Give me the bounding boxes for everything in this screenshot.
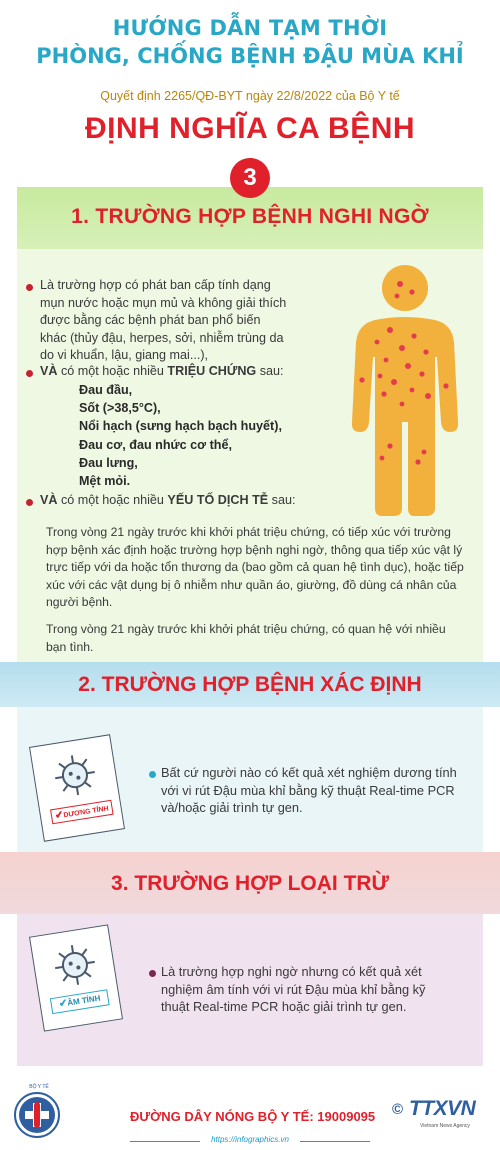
- check-icon: ✔: [58, 997, 69, 1010]
- test-result-paper-icon: [29, 924, 123, 1031]
- page-title-line2: PHÒNG, CHỐNG BỆNH ĐẬU MÙA KHỈ: [36, 44, 464, 68]
- hotline: ĐƯỜNG DÂY NÓNG BỘ Y TẾ: 19009095: [130, 1109, 376, 1124]
- excluded-definition: Là trường hợp nghi ngờ nhưng có kết quả xét nghiệm âm tính với vi rút Đậu mùa khỉ bằng kỹ thuật Real-time PCR hoặc giải trình tự gen.: [161, 964, 426, 1014]
- section3-title: 3. TRƯỜNG HỢP LOẠI TRỪ: [111, 872, 389, 895]
- symptom-item: Đau đầu,: [79, 383, 133, 397]
- number-badge: 3: [230, 158, 270, 198]
- symptom-item: Đau lưng,: [79, 455, 138, 470]
- ministry-of-health-logo: BỘ Y TẾ: [14, 1092, 60, 1138]
- bullet-dot: [26, 370, 33, 377]
- virus-icon: [47, 938, 102, 993]
- bullet-dot: [149, 970, 156, 977]
- check-icon: ✔: [54, 809, 65, 822]
- symptom-item: Nổi hạch (sưng hạch bạch huyết),: [79, 419, 282, 434]
- main-heading: ĐỊNH NGHĨA CA BỆNH: [84, 112, 416, 145]
- human-body-rash-icon: [342, 262, 468, 518]
- bullet-dot: [26, 499, 33, 506]
- section1-title: 1. TRƯỜNG HỢP BỆNH NGHI NGỜ: [71, 205, 429, 228]
- negative-stamp: ✔ÂM TÍNH: [50, 989, 110, 1014]
- bullet-dot: [26, 284, 33, 291]
- section2-title: 2. TRƯỜNG HỢP BỆNH XÁC ĐỊNH: [78, 673, 422, 696]
- symptom-list: [79, 381, 282, 490]
- symptom-item: Đau cơ, đau nhức cơ thể,: [79, 437, 232, 452]
- decision-reference: Quyết định 2265/QĐ-BYT ngày 22/8/2022 của Bộ Y tế: [100, 89, 400, 103]
- epidemiology-paragraph-2: Trong vòng 21 ngày trước khi khởi phát triệu chứng, có quan hệ với nhiều bạn tình.: [46, 622, 446, 654]
- website-link[interactable]: https://infographics.vn: [200, 1135, 300, 1144]
- ttxvn-subtitle: Vietnam News Agency: [420, 1123, 470, 1129]
- confirmed-definition: Bất cứ người nào có kết quả xét nghiệm dương tính với vi rút Đậu mùa khỉ bằng kỹ thuật Real-time PCR và/hoặc giải trình tự gen.: [161, 765, 457, 815]
- suspected-definition: Là trường hợp có phát ban cấp tính dạng mụn nước hoặc mụn mủ và không giải thích được bằng các bệnh phát ban phổ biến khác (thủy đậu, herpes, sởi, nhiễm trùng da do vi khuẩn, lậu, giang mai...),: [40, 278, 287, 362]
- symptom-item: Mệt mỏi.: [79, 474, 131, 489]
- epidemiology-intro: VÀ có một hoặc nhiều YẾU TỐ DỊCH TỄ sau:: [40, 493, 296, 507]
- symptom-item: Sốt (>38,5°C),: [79, 401, 161, 416]
- bullet-dot: [149, 771, 156, 778]
- ttxvn-logo: TTXVN: [409, 1097, 476, 1120]
- positive-stamp: ✔DƯƠNG TÍNH: [50, 800, 114, 825]
- test-result-paper-icon: [29, 734, 125, 842]
- page-title-line1: HƯỚNG DẪN TẠM THỜI: [112, 16, 388, 40]
- symptoms-intro: VÀ có một hoặc nhiều TRIỆU CHỨNG sau:: [40, 364, 284, 378]
- virus-icon: [48, 748, 103, 803]
- copyright-icon: ©: [392, 1101, 404, 1118]
- epidemiology-paragraph-1: Trong vòng 21 ngày trước khi khởi phát triệu chứng, có tiếp xúc với trường hợp bệnh xác định hoặc trường hợp bệnh nghi ngờ, thông qua tiếp xúc vật lý trực tiếp với da hoặc tổn thương da (bao gồm cả quan hệ tình dục), hoặc tiếp xúc với các vật dụng bị ô nhiễm như quần áo, giường, đồ dùng cá nhân của người bệnh.: [46, 525, 464, 609]
